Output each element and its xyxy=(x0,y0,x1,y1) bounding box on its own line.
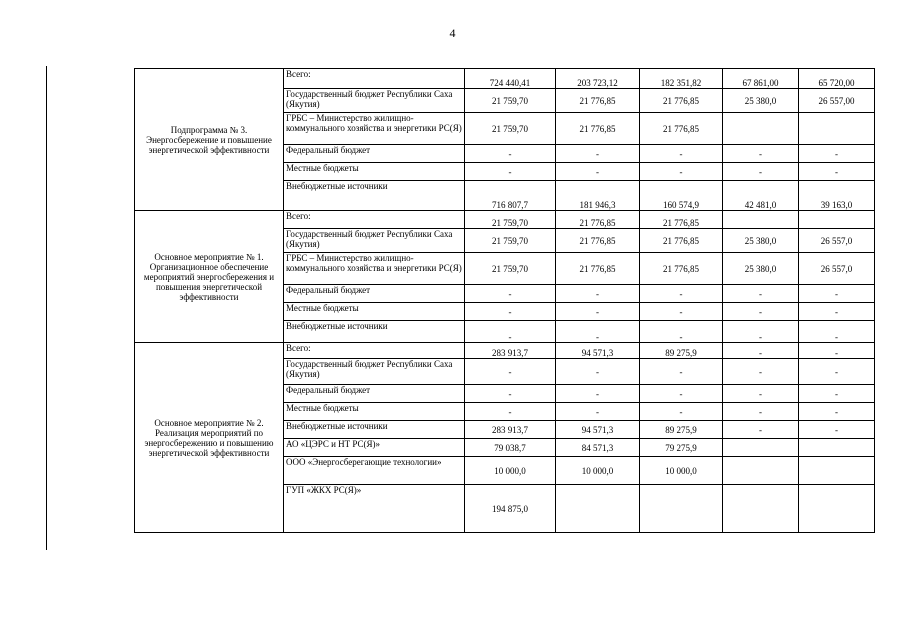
amount-cell xyxy=(723,113,799,145)
funding-source: Внебюджетные источники xyxy=(284,181,465,211)
amount-cell: - xyxy=(640,359,723,385)
amount-cell: - xyxy=(556,303,640,321)
amount-cell: 21 759,70 xyxy=(465,253,556,285)
amount-cell: - xyxy=(723,421,799,439)
funding-source: Внебюджетные источники xyxy=(284,421,465,439)
budget-table xyxy=(134,68,875,533)
amount-cell: 89 275,9 xyxy=(640,421,723,439)
amount-cell: 25 380,0 xyxy=(723,89,799,113)
amount-cell: 84 571,3 xyxy=(556,439,640,457)
group-title: Основное мероприятие № 2. Реализация мероприятий по энергосбережению и повышению энергетической эффективности xyxy=(135,343,284,533)
amount-cell: - xyxy=(640,163,723,181)
group-title: Основное мероприятие № 1. Организационное обеспечение мероприятий энергосбережения и повышения энергетической эффективности xyxy=(135,211,284,343)
amount-cell: - xyxy=(640,145,723,163)
amount-cell: - xyxy=(556,385,640,403)
amount-cell: 21 759,70 xyxy=(465,113,556,145)
amount-cell: - xyxy=(723,285,799,303)
funding-source: Всего: xyxy=(284,69,465,89)
funding-source: Всего: xyxy=(284,343,465,359)
amount-cell: 67 861,00 xyxy=(723,69,799,89)
amount-cell: 283 913,7 xyxy=(465,421,556,439)
amount-cell: 21 776,85 xyxy=(640,253,723,285)
amount-cell: - xyxy=(465,403,556,421)
amount-cell: 10 000,0 xyxy=(465,457,556,485)
amount-cell xyxy=(640,485,723,533)
amount-cell: - xyxy=(799,285,875,303)
funding-source: АО «ЦЭРС и НТ РС(Я)» xyxy=(284,439,465,457)
funding-source: ГРБС – Министерство жилищно-коммунального хозяйства и энергетики РС(Я) xyxy=(284,253,465,285)
funding-source: Государственный бюджет Республики Саха (Якутия) xyxy=(284,359,465,385)
amount-cell: - xyxy=(556,145,640,163)
amount-cell: - xyxy=(723,359,799,385)
amount-cell: 160 574,9 xyxy=(640,181,723,211)
funding-source: Государственный бюджет Республики Саха (Якутия) xyxy=(284,89,465,113)
amount-cell xyxy=(723,457,799,485)
amount-cell: 39 163,0 xyxy=(799,181,875,211)
amount-cell: - xyxy=(723,343,799,359)
amount-cell: - xyxy=(465,385,556,403)
amount-cell: - xyxy=(556,321,640,343)
funding-source: Федеральный бюджет xyxy=(284,385,465,403)
funding-source: Федеральный бюджет xyxy=(284,285,465,303)
table-row xyxy=(135,343,875,359)
amount-cell: 21 776,85 xyxy=(640,229,723,253)
margin-line xyxy=(46,66,47,550)
funding-source: Внебюджетные источники xyxy=(284,321,465,343)
amount-cell: - xyxy=(723,385,799,403)
amount-cell: - xyxy=(640,303,723,321)
amount-cell: 21 776,85 xyxy=(556,229,640,253)
amount-cell: - xyxy=(799,321,875,343)
amount-cell: - xyxy=(799,145,875,163)
amount-cell: - xyxy=(799,303,875,321)
amount-cell: - xyxy=(723,403,799,421)
funding-source: Федеральный бюджет xyxy=(284,145,465,163)
amount-cell: 181 946,3 xyxy=(556,181,640,211)
amount-cell: 26 557,0 xyxy=(799,253,875,285)
amount-cell: 21 759,70 xyxy=(465,229,556,253)
funding-source: ООО «Энергосберегающие технологии» xyxy=(284,457,465,485)
amount-cell: 716 807,7 xyxy=(465,181,556,211)
funding-source: ГРБС – Министерство жилищно-коммунального хозяйства и энергетики РС(Я) xyxy=(284,113,465,145)
amount-cell: - xyxy=(723,163,799,181)
amount-cell: 79 038,7 xyxy=(465,439,556,457)
amount-cell: - xyxy=(465,303,556,321)
amount-cell xyxy=(723,485,799,533)
amount-cell xyxy=(723,439,799,457)
amount-cell: - xyxy=(799,163,875,181)
amount-cell: 25 380,0 xyxy=(723,229,799,253)
amount-cell: - xyxy=(556,285,640,303)
amount-cell: 21 776,85 xyxy=(640,211,723,229)
amount-cell: 10 000,0 xyxy=(640,457,723,485)
amount-cell: - xyxy=(556,359,640,385)
amount-cell: 26 557,00 xyxy=(799,89,875,113)
amount-cell: 203 723,12 xyxy=(556,69,640,89)
amount-cell: - xyxy=(640,285,723,303)
amount-cell: - xyxy=(723,303,799,321)
amount-cell: - xyxy=(556,403,640,421)
funding-source: Местные бюджеты xyxy=(284,163,465,181)
group-title: Подпрограмма № 3. Энергосбережение и повышение энергетической эффективности xyxy=(135,69,284,211)
amount-cell: - xyxy=(465,163,556,181)
amount-cell: - xyxy=(556,163,640,181)
amount-cell: - xyxy=(723,321,799,343)
funding-source: Государственный бюджет Республики Саха (Якутия) xyxy=(284,229,465,253)
funding-source: Местные бюджеты xyxy=(284,303,465,321)
amount-cell: 26 557,0 xyxy=(799,229,875,253)
table-row xyxy=(135,69,875,89)
amount-cell: - xyxy=(465,359,556,385)
amount-cell xyxy=(723,211,799,229)
amount-cell: 10 000,0 xyxy=(556,457,640,485)
amount-cell: - xyxy=(640,385,723,403)
amount-cell: 21 776,85 xyxy=(556,89,640,113)
amount-cell: 21 759,70 xyxy=(465,211,556,229)
amount-cell: 89 275,9 xyxy=(640,343,723,359)
amount-cell: 25 380,0 xyxy=(723,253,799,285)
amount-cell: - xyxy=(723,145,799,163)
amount-cell: 94 571,3 xyxy=(556,421,640,439)
amount-cell: - xyxy=(799,359,875,385)
amount-cell: 42 481,0 xyxy=(723,181,799,211)
amount-cell: - xyxy=(465,321,556,343)
amount-cell: - xyxy=(799,385,875,403)
amount-cell xyxy=(799,211,875,229)
funding-source: ГУП «ЖКХ РС(Я)» xyxy=(284,485,465,533)
amount-cell: 21 776,85 xyxy=(556,113,640,145)
amount-cell xyxy=(799,439,875,457)
amount-cell: - xyxy=(465,145,556,163)
amount-cell: 79 275,9 xyxy=(640,439,723,457)
page-number: 4 xyxy=(449,26,456,40)
amount-cell xyxy=(799,113,875,145)
amount-cell: 21 759,70 xyxy=(465,89,556,113)
amount-cell: - xyxy=(640,321,723,343)
amount-cell: 21 776,85 xyxy=(640,89,723,113)
table-row xyxy=(135,211,875,229)
amount-cell: 283 913,7 xyxy=(465,343,556,359)
funding-source: Всего: xyxy=(284,211,465,229)
amount-cell: - xyxy=(799,421,875,439)
amount-cell: 724 440,41 xyxy=(465,69,556,89)
amount-cell: - xyxy=(640,403,723,421)
budget-table-body xyxy=(135,69,875,533)
amount-cell: 21 776,85 xyxy=(640,113,723,145)
amount-cell: 65 720,00 xyxy=(799,69,875,89)
funding-source: Местные бюджеты xyxy=(284,403,465,421)
amount-cell xyxy=(799,457,875,485)
amount-cell: - xyxy=(799,343,875,359)
amount-cell: - xyxy=(465,285,556,303)
amount-cell xyxy=(556,485,640,533)
amount-cell: 21 776,85 xyxy=(556,253,640,285)
amount-cell: 194 875,0 xyxy=(465,485,556,533)
amount-cell: - xyxy=(799,403,875,421)
amount-cell: 21 776,85 xyxy=(556,211,640,229)
amount-cell xyxy=(799,485,875,533)
amount-cell: 182 351,82 xyxy=(640,69,723,89)
amount-cell: 94 571,3 xyxy=(556,343,640,359)
